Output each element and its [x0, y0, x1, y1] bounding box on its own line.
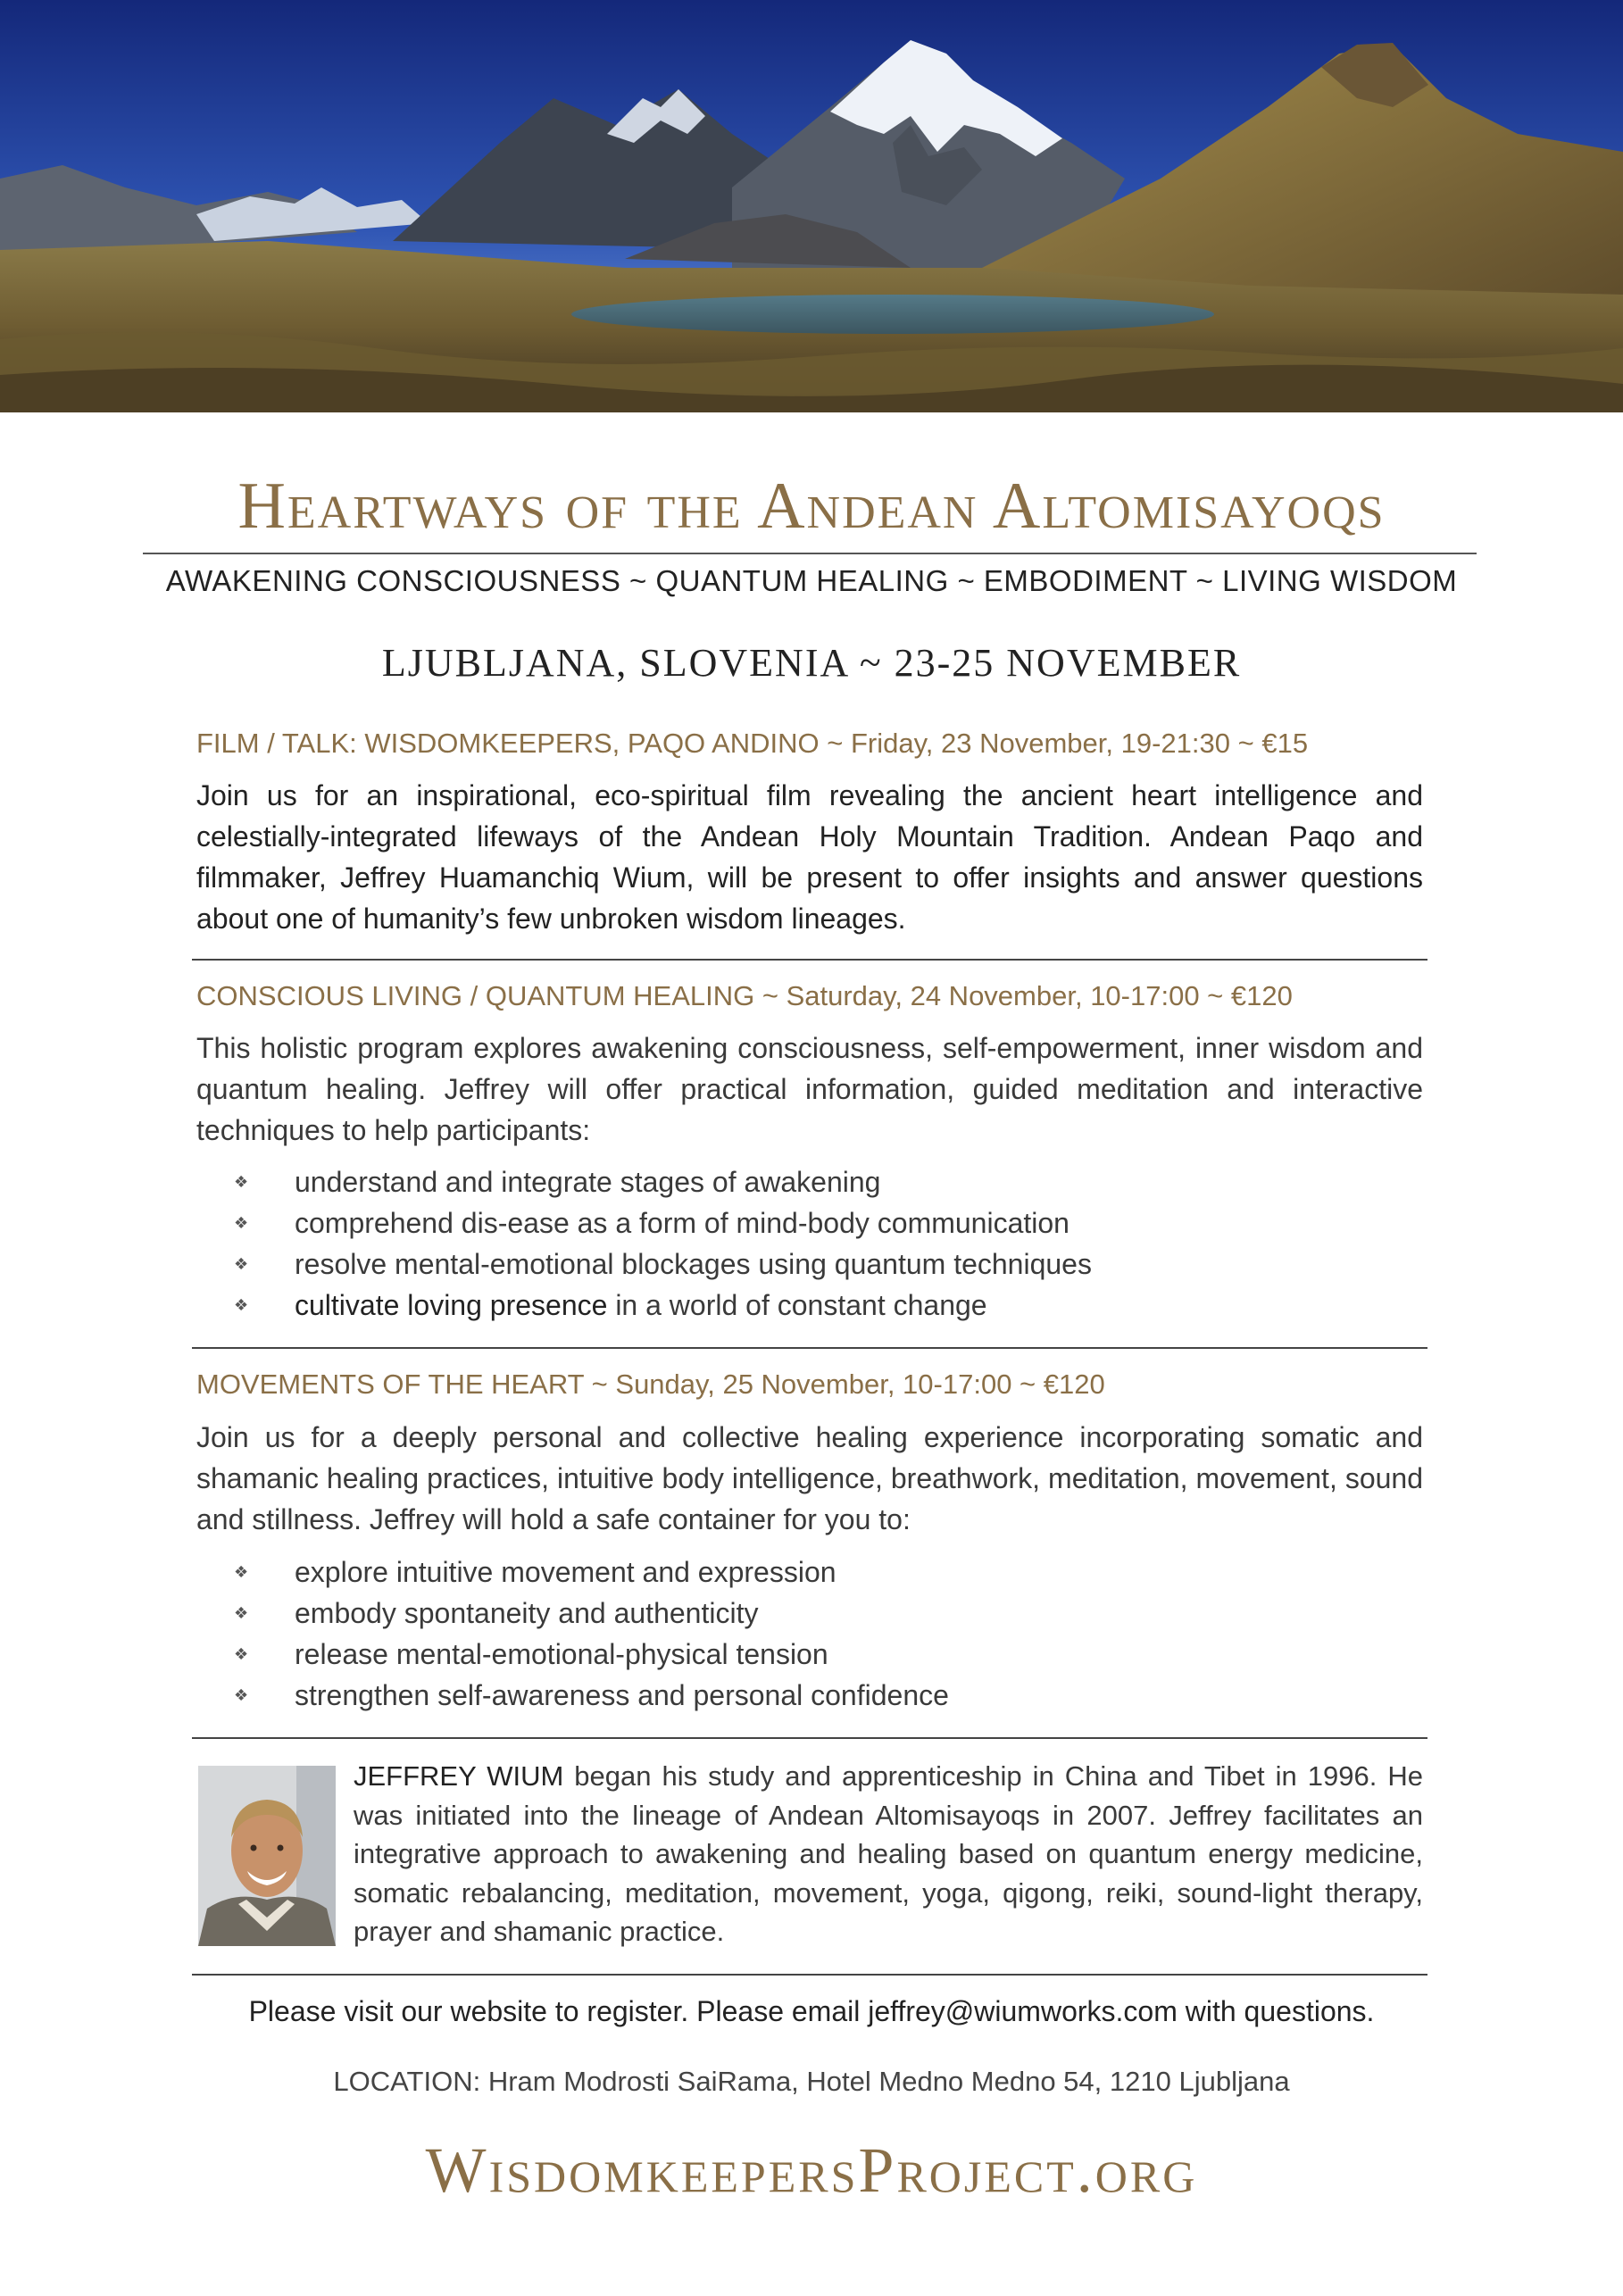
- section-divider: [192, 1974, 1427, 1976]
- event-2-description: This holistic program explores awakening consciousness, self-empowerment, inner wisdom and quantum healing. Jeffrey will offer practical information, guided meditation and interactive techniques to help participants:: [196, 1032, 1423, 1146]
- diamond-bullet-icon: ❖: [234, 1645, 249, 1663]
- list-item-text: understand and integrate stages of awakening: [295, 1166, 881, 1198]
- event-1-description: Join us for an inspirational, eco-spiritual film revealing the ancient heart intelligence and celestially-integrated lifeways of the Andean Holy Mountain Tradition. Andean Paqo and filmmaker, Jeffrey Huamanchiq Wium, will be present to offer insights and answer questions about one of humanity’s few unbroken wisdom lineages.: [196, 779, 1423, 935]
- list-item: [234, 1161, 1092, 1202]
- page-title: Heartways of the Andean Altomisayoqs: [237, 470, 1386, 543]
- list-item-text: explore intuitive movement and expression: [295, 1556, 836, 1588]
- event-3-bullet-list: [234, 1551, 949, 1716]
- diamond-bullet-icon: ❖: [234, 1255, 249, 1273]
- bio-text: [354, 1757, 1423, 1951]
- list-item-emphasis: cultivate loving presence: [295, 1289, 608, 1321]
- event-3-description: Join us for a deeply personal and collective healing experience incorporating somatic and shamanic healing practices, intuitive body intelligence, breathwork, meditation, movement, sound and stillness. Jeffrey will hold a safe container for you to:: [196, 1421, 1423, 1535]
- section-divider: [192, 1347, 1427, 1349]
- hero-mountain-photo: [0, 0, 1623, 412]
- list-item: [234, 1634, 949, 1675]
- event-2-bullet-list: [234, 1161, 1092, 1326]
- event-2-heading: CONSCIOUS LIVING / QUANTUM HEALING ~ Saturday, 24 November, 10-17:00 ~ €120: [196, 980, 1293, 1011]
- bio-portrait-photo: [198, 1766, 336, 1946]
- diamond-bullet-icon: ❖: [234, 1563, 249, 1581]
- title-divider: [143, 553, 1477, 554]
- list-item: [234, 1551, 949, 1593]
- list-item: [234, 1202, 1092, 1244]
- list-item-text: release mental-emotional-physical tension: [295, 1638, 828, 1670]
- diamond-bullet-icon: ❖: [234, 1296, 249, 1314]
- list-item-text: comprehend dis-ease as a form of mind-body communication: [295, 1207, 1070, 1239]
- diamond-bullet-icon: ❖: [234, 1214, 249, 1232]
- tagline: AWAKENING CONSCIOUSNESS ~ QUANTUM HEALING ~ EMBODIMENT ~ LIVING WISDOM: [165, 564, 1458, 597]
- diamond-bullet-icon: ❖: [234, 1173, 249, 1191]
- list-item-text: resolve mental-emotional blockages using quantum techniques: [295, 1248, 1092, 1280]
- diamond-bullet-icon: ❖: [234, 1686, 249, 1704]
- section-divider: [192, 1737, 1427, 1739]
- list-item: [234, 1593, 949, 1634]
- list-item-text: embody spontaneity and authenticity: [295, 1597, 759, 1629]
- contact-note: Please visit our website to register. Please email jeffrey@wiumworks.com with questions.: [248, 1995, 1375, 2027]
- bio-name: JEFFREY WIUM: [354, 1760, 564, 1792]
- list-item-text: strengthen self-awareness and personal confidence: [295, 1679, 949, 1711]
- bio-body: began his study and apprenticeship in China and Tibet in 1996. He was initiated into the lineage of Andean Altomisayoqs in 2007. Jeffrey facilitates an integrative approach to awakening and healing based on quantum energy medicine, somatic rebalancing, meditation, movement, yoga, qigong, reiki, sound-light therapy, prayer and shamanic practice.: [354, 1760, 1423, 1947]
- list-item-text: in a world of constant change: [607, 1289, 987, 1321]
- event-1-heading: FILM / TALK: WISDOMKEEPERS, PAQO ANDINO ~ Friday, 23 November, 19-21:30 ~ €15: [196, 728, 1309, 759]
- diamond-bullet-icon: ❖: [234, 1604, 249, 1622]
- list-item: [234, 1675, 949, 1716]
- venue-location: LOCATION: Hram Modrosti SaiRama, Hotel Medno Medno 54, 1210 Ljubljana: [333, 2066, 1290, 2097]
- event-3-heading: MOVEMENTS OF THE HEART ~ Sunday, 25 November, 10-17:00 ~ €120: [196, 1368, 1105, 1400]
- section-divider: [192, 959, 1427, 961]
- list-item: [234, 1285, 1092, 1326]
- website-link[interactable]: WisdomkeepersProject.org: [425, 2134, 1198, 2206]
- list-item: [234, 1244, 1092, 1285]
- location-date: LJUBLJANA, SLOVENIA ~ 23-25 NOVEMBER: [381, 641, 1242, 685]
